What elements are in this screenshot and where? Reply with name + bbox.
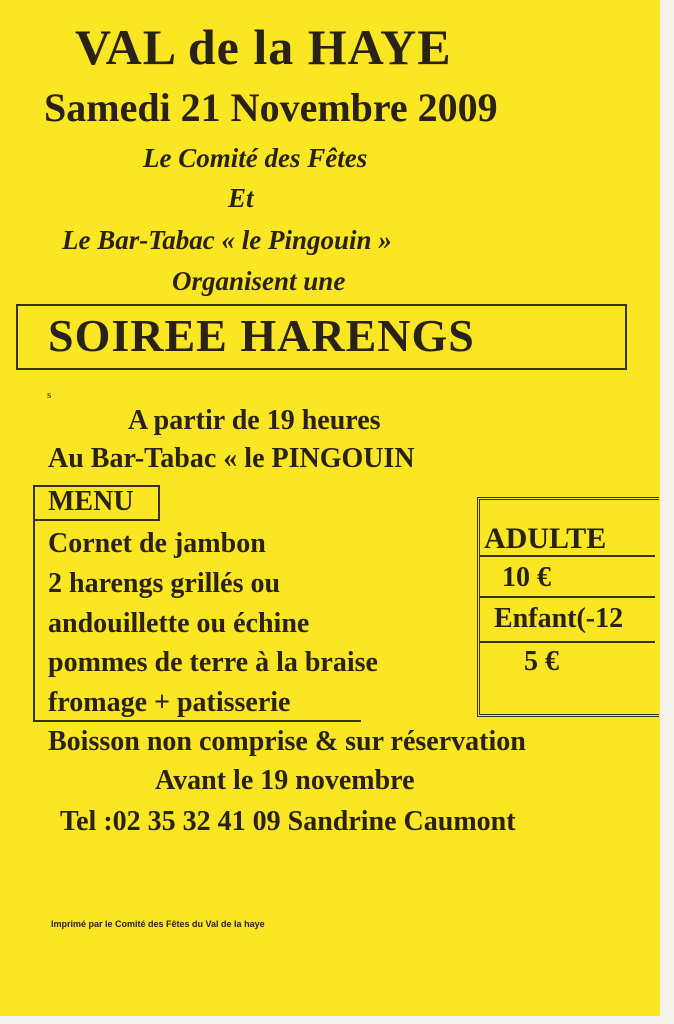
event-date: Samedi 21 Novembre 2009: [44, 85, 498, 130]
menu-item: Cornet de jambon: [48, 528, 266, 559]
price-divider: [480, 555, 655, 557]
child-label: Enfant(-12: [494, 603, 624, 634]
organizer-line-4: Organisent une: [172, 266, 346, 296]
price-divider: [480, 596, 655, 598]
start-time: A partir de 19 heures: [128, 405, 381, 436]
event-name: SOIREE HARENGS: [48, 310, 475, 361]
adult-label: ADULTE: [484, 522, 607, 555]
menu-frame-left: [33, 521, 35, 721]
menu-item: pommes de terre à la braise: [48, 647, 378, 678]
reservation-deadline: Avant le 19 novembre: [155, 765, 415, 796]
printer-footer: Imprimé par le Comité des Fêtes du Val de la haye: [51, 919, 265, 929]
child-price: 5 €: [524, 646, 559, 677]
poster-title: VAL de la HAYE: [75, 19, 452, 75]
organizer-line-1: Le Comité des Fêtes: [143, 143, 368, 173]
price-divider: [480, 641, 655, 643]
contact-line: Tel :02 35 32 41 09 Sandrine Caumont: [60, 806, 516, 837]
organizer-line-2: Et: [228, 183, 254, 213]
menu-title: MENU: [48, 486, 134, 517]
drinks-note: Boisson non comprise & sur réservation: [48, 726, 526, 757]
venue: Au Bar-Tabac « le PINGOUIN: [48, 443, 415, 474]
organizer-line-3: Le Bar-Tabac « le Pingouin »: [62, 225, 392, 255]
menu-item: fromage + patisserie: [48, 687, 291, 718]
stray-mark: s: [47, 389, 52, 401]
menu-item: andouillette ou échine: [48, 608, 310, 639]
menu-item: 2 harengs grillés ou: [48, 568, 281, 599]
menu-frame-bottom: [33, 720, 361, 722]
adult-price: 10 €: [502, 562, 551, 593]
